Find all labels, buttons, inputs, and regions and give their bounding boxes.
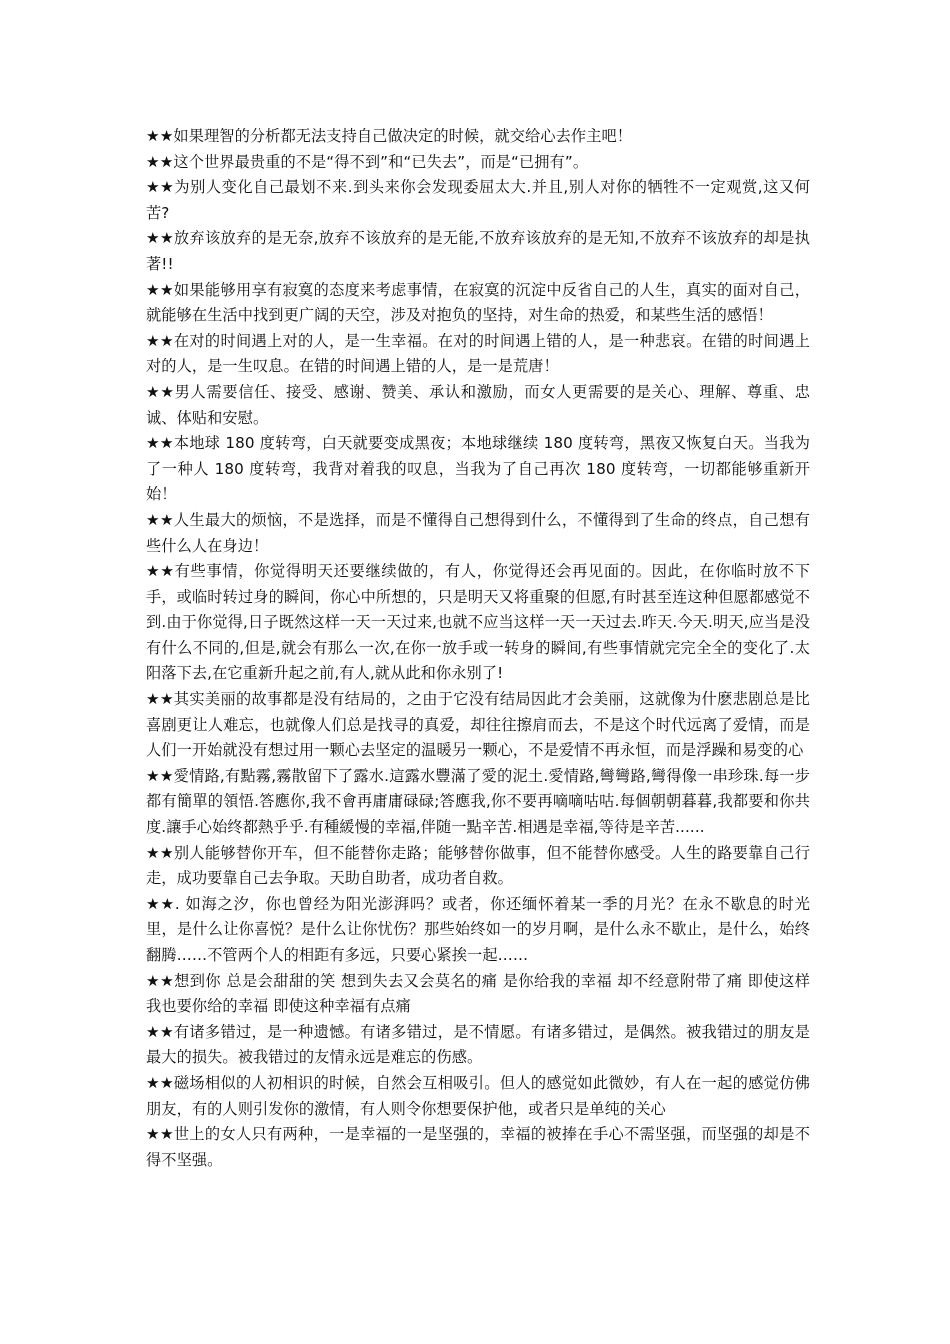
quote-paragraph-7: ★★男人需要信任、接受、感谢、赞美、承认和激励，而女人更需要的是关心、理解、尊重、忠诚、体贴和安慰。 xyxy=(146,382,810,427)
quote-paragraph-1: ★★如果理智的分析都无法支持自己做决定的时候，就交给心去作主吧！ xyxy=(146,127,633,145)
quote-paragraph-16: ★★有诸多错过，是一种遗憾。有诸多错过，是不情愿。有诸多错过，是偶然。被我错过的朋友是最大的损失。被我错过的友情永远是难忘的伤感。 xyxy=(146,1022,810,1067)
quote-paragraph-6: ★★在对的时间遇上对的人，是一生幸福。在对的时间遇上错的人，是一种悲哀。在错的时间遇上对的人，是一生叹息。在错的时间遇上错的人，是一是荒唐！ xyxy=(146,331,810,376)
document-body xyxy=(146,124,810,1173)
quote-paragraph-17: ★★磁场相似的人初相识的时候，自然会互相吸引。但人的感觉如此微妙，有人在一起的感觉仿佛朋友，有的人则引发你的激情，有人则令你想要保护他，或者只是单纯的关心 xyxy=(146,1073,810,1118)
quote-paragraph-8: ★★本地球 180 度转弯，白天就要变成黑夜；本地球继续 180 度转弯，黑夜又恢复白天。当我为了一种人 180 度转弯，我背对着我的叹息，当我为了自己再次 180 度转弯，一切都能够重新开始！ xyxy=(146,434,810,504)
quote-paragraph-2: ★★这个世界最贵重的不是“得不到”和“已失去”，而是“已拥有”。 xyxy=(146,152,589,171)
quote-paragraph-3: ★★为别人变化自己最划不来.到头来你会发现委屈太大.并且,别人对你的牺牲不一定观赏,这又何苦? xyxy=(146,178,810,222)
quote-paragraph-18: ★★世上的女人只有两种，一是幸福的一是坚强的，幸福的被捧在手心不需坚强，而坚强的却是不得不坚强。 xyxy=(146,1125,810,1169)
quote-paragraph-4: ★★放弃该放弃的是无奈,放弃不该放弃的是无能,不放弃该放弃的是无知,不放弃不该放弃的却是执著!! xyxy=(146,229,810,273)
quote-paragraph-9: ★★人生最大的烦恼，不是选择，而是不懂得自己想得到什么，不懂得到了生命的终点，自己想有些什么人在身边！ xyxy=(146,510,810,555)
quote-paragraph-11: ★★其实美丽的故事都是没有结局的，之由于它没有结局因此才会美丽，这就像为什麽悲剧总是比喜剧更让人难忘，也就像人们总是找寻的真爱，却往往擦肩而去，不是这个时代远离了爱情，而是人们一开始就没有想过用一颗心去坚定的温暖另一颗心，不是爱情不再永恒，而是浮躁和易变的心 xyxy=(146,690,810,760)
quote-paragraph-14: ★★. 如海之汐，你也曾经为阳光澎湃吗？或者，你还缅怀着某一季的月光？在永不歇息的时光里，是什么让你喜悦？是什么让你忧伤？那些始终如一的岁月啊，是什么永不歇止，是什么，始终翻腾……不管两个人的相距有多远，只要心紧挨一起…… xyxy=(146,894,810,964)
quote-paragraph-5: ★★如果能够用享有寂寞的态度来考虑事情，在寂寞的沉淀中反省自己的人生，真实的面对自己，就能够在生活中找到更广阔的天空，涉及对抱负的坚持，对生命的热爱，和某些生活的感悟！ xyxy=(146,280,810,325)
quote-paragraph-13: ★★别人能够替你开车，但不能替你走路；能够替你做事，但不能替你感受。人生的路要靠自己行走，成功要靠自己去争取。天助自助者，成功者自救。 xyxy=(146,843,810,888)
quote-paragraph-15: ★★想到你 总是会甜甜的笑 想到失去又会莫名的痛 是你给我的幸福 却不经意附带了痛 即使这样 我也要你给的幸福 即使这种幸福有点痛 xyxy=(146,971,810,1016)
quote-paragraph-12: ★★愛情路,有點霧,霧散留下了露水.這露水豐滿了愛的泥土.愛情路,彎彎路,彎得像一串珍珠.每一步都有簡單的領悟.答應你,我不會再庸庸碌碌;答應我,你不要再嘀嘀咕咕.每個朝朝暮暮,我都要和你共度.讓手心始终都熱乎乎.有種緩慢的幸福,伴随一點辛苦.相遇是幸福,等待是辛苦...... xyxy=(146,766,810,837)
quote-paragraph-10: ★★有些事情，你觉得明天还要继续做的，有人，你觉得还会再见面的。因此，在你临时放不下手，或临时转过身的瞬间，你心中所想的，只是明天又将重聚的但愿,有时甚至连这种但愿都感觉不到.由于你觉得,日子既然这样一天一天过来,也就不应当这样一天一天过去.昨天.今天.明天,应当是没有什么不同的,但是,就会有那么一次,在你一放手或一转身的瞬间,有些事情就完完全全的变化了.太阳落下去,在它重新升起之前,有人,就从此和你永别了! xyxy=(146,562,810,683)
